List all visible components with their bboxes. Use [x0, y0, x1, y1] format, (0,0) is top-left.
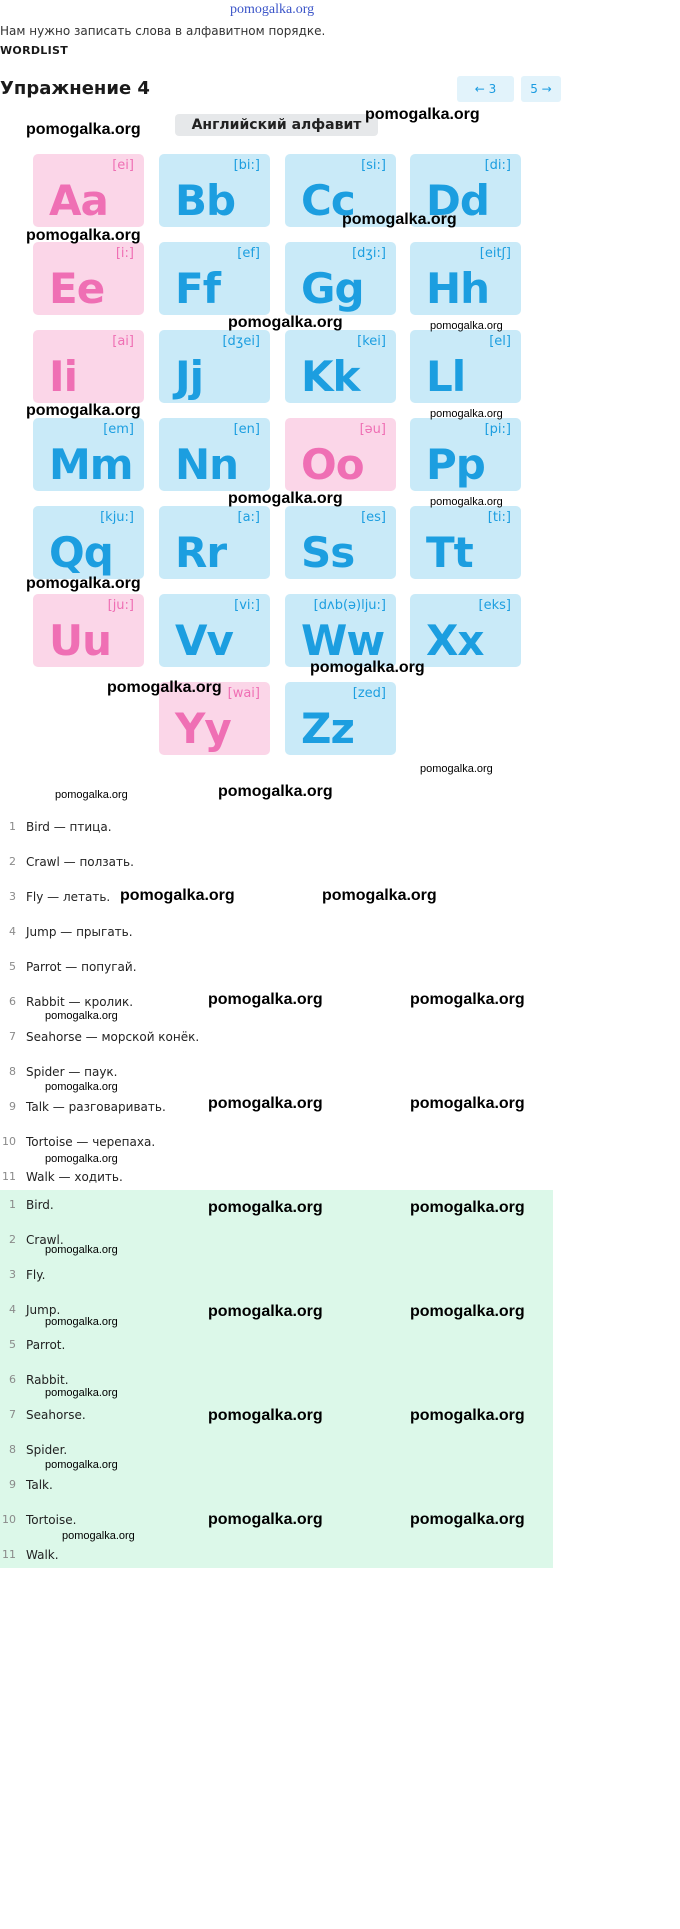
item-text: Fly — летать.	[26, 890, 111, 904]
item-number: 3	[9, 1268, 16, 1281]
letter-transcription: [əu]	[359, 422, 386, 437]
letter-transcription: [ti:]	[487, 510, 511, 525]
item-number: 9	[9, 1100, 16, 1113]
prev-exercise-button[interactable]: ← 3	[457, 76, 514, 102]
letter-card-x	[410, 594, 521, 667]
letter-card-o	[285, 418, 396, 491]
letter-card-t	[410, 506, 521, 579]
item-text: Crawl.	[26, 1233, 64, 1247]
item-number: 5	[9, 1338, 16, 1351]
answer-item	[0, 1478, 553, 1513]
letter-transcription: [ai]	[112, 334, 134, 349]
watermark: pomogalka.org	[26, 121, 141, 138]
watermark: pomogalka.org	[228, 490, 343, 507]
item-text: Spider.	[26, 1443, 68, 1457]
letter-glyph: Mm	[49, 440, 133, 489]
watermark: pomogalka.org	[45, 1316, 118, 1328]
item-text: Walk.	[26, 1548, 59, 1562]
letter-glyph: Dd	[426, 176, 489, 225]
watermark: pomogalka.org	[208, 1095, 323, 1112]
wordlist-item	[0, 960, 553, 995]
item-text: Jump — прыгать.	[26, 925, 133, 939]
letter-card-n	[159, 418, 270, 491]
watermark: pomogalka.org	[26, 575, 141, 592]
watermark: pomogalka.org	[410, 1199, 525, 1216]
letter-card-f	[159, 242, 270, 315]
letter-transcription: [ju:]	[107, 598, 134, 613]
item-number: 2	[9, 855, 16, 868]
watermark: pomogalka.org	[208, 1303, 323, 1320]
letter-transcription: [ef]	[237, 246, 260, 261]
wordlist-item	[0, 925, 553, 960]
letter-card-b	[159, 154, 270, 227]
watermark: pomogalka.org	[322, 887, 437, 904]
letter-glyph: Ii	[49, 352, 78, 401]
answer-item	[0, 1548, 553, 1583]
item-number: 3	[9, 890, 16, 903]
watermark: pomogalka.org	[365, 106, 480, 123]
letter-transcription: [dʒi:]	[352, 246, 386, 261]
letter-glyph: Bb	[175, 176, 236, 225]
letter-card-w	[285, 594, 396, 667]
letter-glyph: Vv	[175, 616, 233, 665]
letter-transcription: [i:]	[115, 246, 134, 261]
letter-glyph: Xx	[426, 616, 484, 665]
letter-card-e	[33, 242, 144, 315]
item-text: Jump.	[26, 1303, 61, 1317]
letter-glyph: Pp	[426, 440, 485, 489]
item-number: 5	[9, 960, 16, 973]
item-text: Rabbit — кролик.	[26, 995, 134, 1009]
letter-card-g	[285, 242, 396, 315]
letter-glyph: Qq	[49, 528, 113, 577]
letter-transcription: [kju:]	[100, 510, 134, 525]
watermark: pomogalka.org	[410, 1303, 525, 1320]
watermark: pomogalka.org	[45, 1244, 118, 1256]
watermark: pomogalka.org	[410, 1095, 525, 1112]
letter-card-u	[33, 594, 144, 667]
letter-card-s	[285, 506, 396, 579]
exercise-title: Упражнение 4	[0, 78, 150, 99]
letter-transcription: [si:]	[361, 158, 386, 173]
watermark: pomogalka.org	[45, 1153, 118, 1165]
item-number: 7	[9, 1030, 16, 1043]
watermark: pomogalka.org	[208, 1407, 323, 1424]
watermark: pomogalka.org	[310, 659, 425, 676]
letter-transcription: [es]	[361, 510, 386, 525]
watermark: pomogalka.org	[420, 763, 493, 775]
letter-transcription: [en]	[233, 422, 260, 437]
item-text: Spider — паук.	[26, 1065, 118, 1079]
watermark: pomogalka.org	[107, 679, 222, 696]
letter-card-l	[410, 330, 521, 403]
watermark: pomogalka.org	[430, 408, 503, 420]
letter-glyph: Gg	[301, 264, 364, 313]
wordlist-item	[0, 820, 553, 855]
item-text: Seahorse.	[26, 1408, 86, 1422]
item-text: Parrot.	[26, 1338, 66, 1352]
letter-transcription: [eks]	[478, 598, 511, 613]
wordlist-item	[0, 890, 553, 925]
letter-glyph: Ww	[301, 616, 385, 665]
letter-glyph: Hh	[426, 264, 490, 313]
item-number: 1	[9, 1198, 16, 1211]
item-number: 7	[9, 1408, 16, 1421]
letter-card-j	[159, 330, 270, 403]
item-text: Seahorse — морской конёк.	[26, 1030, 200, 1044]
item-number: 10	[2, 1135, 16, 1148]
intro-text: Нам нужно записать слова в алфавитном порядке.	[0, 24, 326, 38]
watermark: pomogalka.org	[45, 1387, 118, 1399]
letter-card-a	[33, 154, 144, 227]
item-number: 10	[2, 1513, 16, 1526]
letter-transcription: [el]	[489, 334, 511, 349]
letter-card-k	[285, 330, 396, 403]
watermark: pomogalka.org	[45, 1459, 118, 1471]
letter-glyph: Uu	[49, 616, 112, 665]
watermark: pomogalka.org	[410, 1511, 525, 1528]
watermark: pomogalka.org	[410, 991, 525, 1008]
letter-card-i	[33, 330, 144, 403]
item-number: 6	[9, 995, 16, 1008]
letter-glyph: Zz	[301, 704, 354, 753]
letter-transcription: [zed]	[352, 686, 386, 701]
item-number: 2	[9, 1233, 16, 1246]
answer-item	[0, 1268, 553, 1303]
letter-glyph: Cc	[301, 176, 355, 225]
letter-transcription: [pi:]	[484, 422, 511, 437]
letter-transcription: [bi:]	[233, 158, 260, 173]
watermark: pomogalka.org	[430, 496, 503, 508]
watermark: pomogalka.org	[120, 887, 235, 904]
next-exercise-button[interactable]: 5 →	[521, 76, 561, 102]
letter-transcription: [dʒei]	[222, 334, 260, 349]
item-number: 8	[9, 1065, 16, 1078]
watermark: pomogalka.org	[26, 402, 141, 419]
item-text: Tortoise.	[26, 1513, 77, 1527]
letter-glyph: Ss	[301, 528, 355, 577]
answer-item	[0, 1338, 553, 1373]
item-text: Bird.	[26, 1198, 54, 1212]
item-number: 6	[9, 1373, 16, 1386]
wordlist-item	[0, 855, 553, 890]
letter-glyph: Ll	[426, 352, 466, 401]
watermark: pomogalka.org	[208, 991, 323, 1008]
letter-glyph: Kk	[301, 352, 360, 401]
item-text: Rabbit.	[26, 1373, 69, 1387]
letter-glyph: Ff	[175, 264, 220, 313]
letter-glyph: Tt	[426, 528, 473, 577]
item-text: Tortoise — черепаха.	[26, 1135, 156, 1149]
item-number: 4	[9, 1303, 16, 1316]
letter-transcription: [vi:]	[234, 598, 260, 613]
letter-transcription: [kei]	[357, 334, 386, 349]
watermark: pomogalka.org	[208, 1199, 323, 1216]
item-text: Fly.	[26, 1268, 46, 1282]
letter-transcription: [eitʃ]	[479, 246, 511, 261]
watermark: pomogalka.org	[410, 1407, 525, 1424]
item-text: Talk — разговаривать.	[26, 1100, 166, 1114]
letter-transcription: [a:]	[237, 510, 260, 525]
letter-card-p	[410, 418, 521, 491]
letter-transcription: [di:]	[484, 158, 511, 173]
wordlist-item	[0, 1030, 553, 1065]
letter-card-q	[33, 506, 144, 579]
wordlist-label: WORDLIST	[0, 44, 69, 57]
item-text: Parrot — попугай.	[26, 960, 137, 974]
item-text: Talk.	[26, 1478, 53, 1492]
watermark: pomogalka.org	[218, 783, 333, 800]
letter-transcription: [em]	[103, 422, 134, 437]
watermark: pomogalka.org	[45, 1010, 118, 1022]
letter-glyph: Jj	[175, 352, 204, 401]
letter-glyph: Oo	[301, 440, 364, 489]
letter-glyph: Ee	[49, 264, 105, 313]
watermark: pomogalka.org	[45, 1081, 118, 1093]
letter-glyph: Yy	[175, 704, 231, 753]
watermark: pomogalka.org	[55, 789, 128, 801]
letter-glyph: Rr	[175, 528, 227, 577]
letter-glyph: Nn	[175, 440, 239, 489]
item-number: 9	[9, 1478, 16, 1491]
watermark: pomogalka.org	[430, 320, 503, 332]
letter-card-v	[159, 594, 270, 667]
item-text: Crawl — ползать.	[26, 855, 134, 869]
watermark: pomogalka.org	[228, 314, 343, 331]
letter-transcription: [ei]	[112, 158, 134, 173]
item-number: 4	[9, 925, 16, 938]
item-text: Walk — ходить.	[26, 1170, 123, 1184]
letter-card-z	[285, 682, 396, 755]
letter-transcription: [wai]	[227, 686, 260, 701]
letter-transcription: [dʌb(ə)lju:]	[313, 598, 386, 613]
watermark: pomogalka.org	[208, 1511, 323, 1528]
letter-card-m	[33, 418, 144, 491]
item-text: Bird — птица.	[26, 820, 112, 834]
watermark: pomogalka.org	[342, 211, 457, 228]
item-number: 1	[9, 820, 16, 833]
watermark: pomogalka.org	[62, 1530, 135, 1542]
letter-glyph: Aa	[49, 176, 108, 225]
site-logo[interactable]: pomogalka.org	[230, 2, 315, 17]
letter-card-r	[159, 506, 270, 579]
item-number: 11	[2, 1548, 16, 1561]
alphabet-title: Английский алфавит	[175, 114, 378, 136]
watermark: pomogalka.org	[26, 227, 141, 244]
item-number: 11	[2, 1170, 16, 1183]
letter-card-h	[410, 242, 521, 315]
item-number: 8	[9, 1443, 16, 1456]
